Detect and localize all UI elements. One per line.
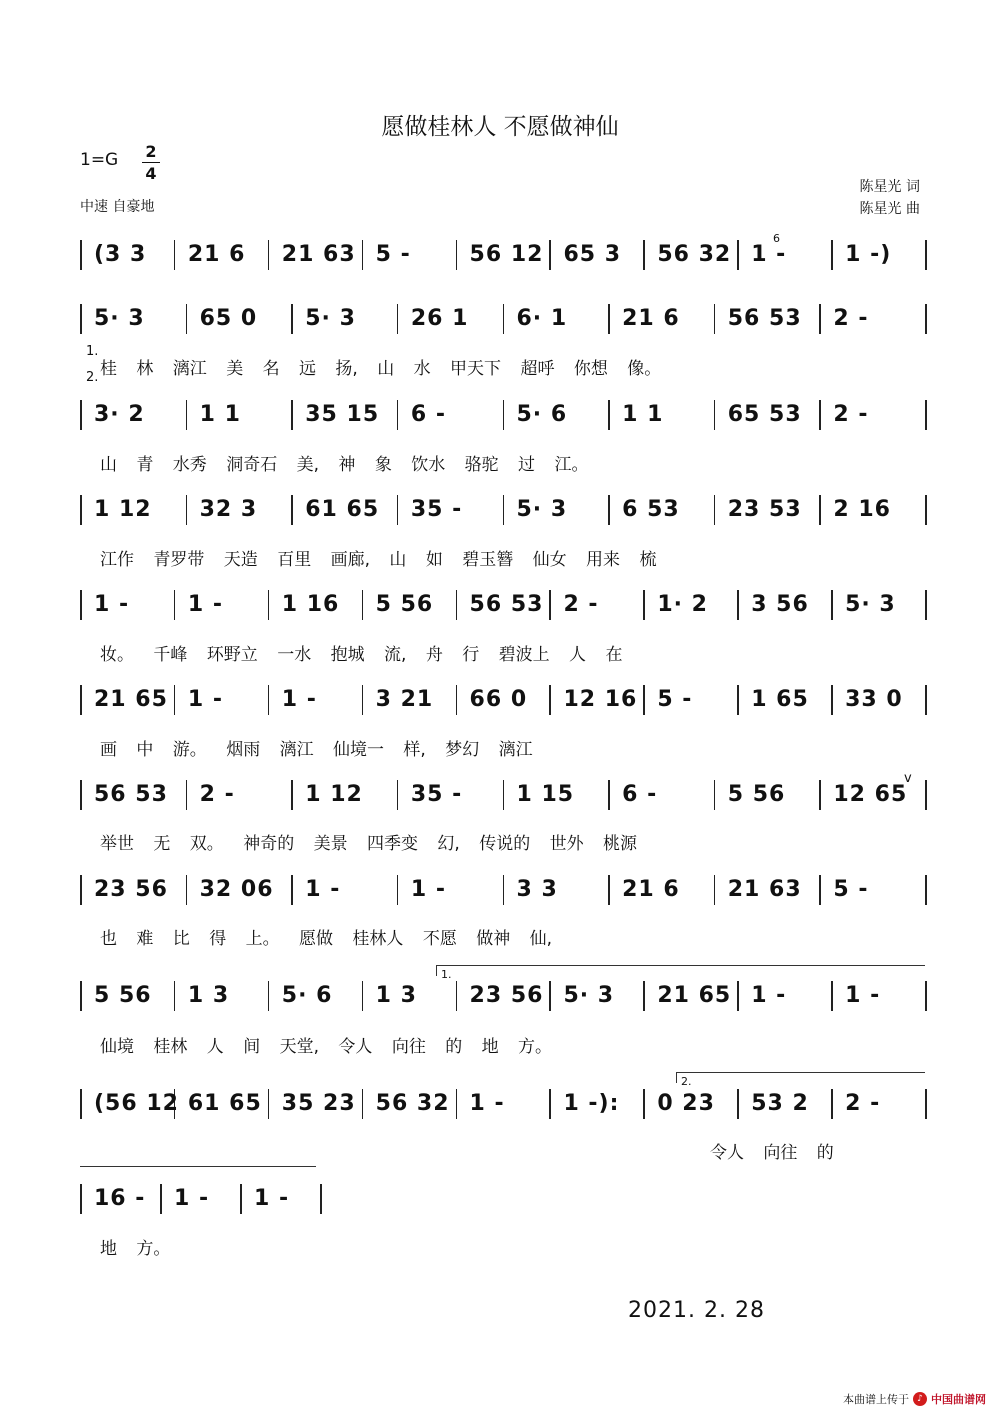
barline	[737, 685, 739, 715]
barline	[643, 590, 645, 620]
barline	[397, 304, 399, 334]
barline	[268, 981, 270, 1011]
measure: 56 53	[727, 306, 802, 331]
barline	[160, 1184, 162, 1214]
measure: 21 63	[281, 242, 356, 267]
barline	[186, 304, 188, 334]
barline	[608, 495, 610, 525]
barline	[831, 1089, 833, 1119]
lyrics-line: 桂 林 漓江 美 名 远 扬, 山 水 甲天下 超呼 你想 像。	[100, 359, 662, 379]
barline	[819, 304, 821, 334]
score-row	[80, 396, 925, 436]
lyricist-credit: 陈星光 词	[859, 179, 920, 195]
barline	[714, 495, 716, 525]
measure: 65 53	[727, 402, 802, 427]
footer-text: 本曲谱上传于	[843, 1393, 909, 1406]
barline	[397, 400, 399, 430]
barline	[80, 495, 82, 525]
barline	[80, 590, 82, 620]
measure: 23 56	[94, 877, 168, 902]
measure: 1 -	[187, 592, 223, 617]
measure: 1 12	[94, 497, 152, 522]
measure: 5 56	[727, 782, 786, 807]
measure: 3 21	[375, 687, 434, 712]
date: 2021. 2. 28	[628, 1298, 765, 1323]
measure: 21 65	[657, 983, 732, 1008]
measure: 1 3	[375, 983, 417, 1008]
barline	[397, 780, 399, 810]
measure: 1 -	[187, 687, 223, 712]
measure: 53 2	[751, 1091, 809, 1116]
measure: 5· 3	[845, 592, 896, 617]
measure: 5· 6	[281, 983, 333, 1008]
volta-bracket-2	[676, 1072, 925, 1083]
barline	[397, 875, 399, 905]
volta-label-1: 1.	[441, 968, 452, 981]
barline	[268, 240, 270, 270]
measure: 1 -	[254, 1186, 290, 1211]
measure: 6 -	[622, 782, 658, 807]
measure: 5 56	[94, 983, 152, 1008]
barline	[831, 981, 833, 1011]
barline	[737, 590, 739, 620]
barline	[174, 981, 176, 1011]
time-sig-top: 2	[145, 142, 157, 161]
barline	[819, 400, 821, 430]
measure: 3 56	[751, 592, 809, 617]
measure: 5 56	[375, 592, 434, 617]
measure: 56 32	[375, 1091, 450, 1116]
barline	[831, 590, 833, 620]
time-sig-line	[142, 162, 160, 163]
barline	[80, 1184, 82, 1214]
lyrics-line: 江作 青罗带 天造 百里 画廊, 山 如 碧玉簪 仙女 用来 梳	[100, 550, 657, 570]
measure: 1 65	[751, 687, 809, 712]
score-row	[80, 871, 925, 911]
time-sig-bottom: 4	[145, 164, 157, 183]
measure: 21 6	[187, 242, 246, 267]
page-title: 愿做桂林人 不愿做神仙	[381, 114, 619, 140]
measure: 2 -	[833, 402, 869, 427]
lyrics-line: 妆。 千峰 环野立 一水 抱城 流, 舟 行 碧波上 人 在	[100, 645, 623, 665]
ending-mark-1: 1.	[86, 344, 99, 359]
lyrics-line: 山 青 水秀 洞奇石 美, 神 象 饮水 骆驼 过 江。	[100, 455, 589, 475]
barline	[925, 400, 927, 430]
measure: 6 -	[410, 402, 446, 427]
lyrics-line: 也 难 比 得 上。 愿做 桂林人 不愿 做神 仙,	[100, 929, 553, 949]
measure: 32 06	[199, 877, 274, 902]
barline	[291, 304, 293, 334]
measure: 1 -)	[845, 242, 892, 267]
barline	[549, 590, 551, 620]
barline	[925, 590, 927, 620]
measure: (56 12	[94, 1091, 179, 1116]
measure: 1 12	[305, 782, 363, 807]
measure: 6· 1	[516, 306, 568, 331]
lyrics-line: 令人 向往 的	[710, 1143, 834, 1163]
measure: 65 3	[563, 242, 622, 267]
score-row	[80, 491, 925, 531]
measure: 2 16	[833, 497, 891, 522]
barline	[608, 400, 610, 430]
barline	[714, 304, 716, 334]
barline	[714, 875, 716, 905]
measure: 1 -	[281, 687, 317, 712]
barline	[925, 685, 927, 715]
barline	[320, 1184, 322, 1214]
measure: 1 15	[516, 782, 575, 807]
measure: 12 16	[563, 687, 638, 712]
barline	[925, 875, 927, 905]
barline	[714, 780, 716, 810]
barline	[80, 1089, 82, 1119]
barline	[80, 304, 82, 334]
barline	[240, 1184, 242, 1214]
measure: 1 -):	[563, 1091, 620, 1116]
measure: 26 1	[410, 306, 469, 331]
barline	[291, 495, 293, 525]
measure: 1 -	[751, 983, 787, 1008]
barline	[737, 1089, 739, 1119]
ornament-mark: 6	[773, 232, 780, 245]
measure: 2 -	[563, 592, 599, 617]
barline	[608, 304, 610, 334]
barline	[362, 590, 364, 620]
barline	[549, 685, 551, 715]
measure: 35 15	[305, 402, 380, 427]
barline	[608, 780, 610, 810]
score-row	[80, 236, 925, 276]
barline	[503, 495, 505, 525]
measure: 1 -	[94, 592, 130, 617]
measure: 21 63	[727, 877, 802, 902]
barline	[737, 981, 739, 1011]
key-signature: 1=G	[80, 150, 119, 170]
measure: 56 12	[469, 242, 544, 267]
barline	[643, 685, 645, 715]
barline	[643, 240, 645, 270]
measure: 1 3	[187, 983, 230, 1008]
measure: 2 -	[833, 306, 869, 331]
score-row	[80, 1180, 925, 1220]
measure: 56 32	[657, 242, 732, 267]
score-row	[80, 977, 925, 1017]
measure: 56 53	[469, 592, 544, 617]
barline	[925, 304, 927, 334]
barline	[819, 780, 821, 810]
barline	[819, 495, 821, 525]
composer-credit: 陈星光 曲	[859, 201, 920, 217]
measure: 0 23	[657, 1091, 715, 1116]
measure: 35 -	[410, 782, 463, 807]
score-row	[80, 776, 925, 816]
barline	[80, 780, 82, 810]
measure: 3· 2	[94, 402, 145, 427]
measure: 12 65	[833, 782, 908, 807]
measure: 33 0	[845, 687, 903, 712]
breath-mark: v	[904, 771, 912, 786]
measure: 1· 2	[657, 592, 708, 617]
lyrics-line: 地 方。	[100, 1239, 171, 1259]
site-logo-icon: ♪	[913, 1392, 927, 1406]
volta-continuation	[80, 1166, 316, 1177]
measure: 1 -	[751, 242, 787, 267]
measure: 1 -	[174, 1186, 210, 1211]
measure: 35 23	[281, 1091, 356, 1116]
measure: 16 -	[94, 1186, 146, 1211]
measure: 5· 3	[305, 306, 356, 331]
barline	[268, 1089, 270, 1119]
barline	[456, 981, 458, 1011]
measure: 23 53	[727, 497, 802, 522]
measure: 56 53	[94, 782, 168, 807]
measure: 5 -	[657, 687, 693, 712]
measure: 2 -	[199, 782, 235, 807]
footer-brand[interactable]: 中国曲谱网	[931, 1393, 986, 1406]
barline	[549, 981, 551, 1011]
barline	[174, 590, 176, 620]
barline	[80, 685, 82, 715]
barline	[186, 495, 188, 525]
measure: 5· 3	[563, 983, 615, 1008]
barline	[831, 685, 833, 715]
measure: 21 6	[622, 877, 680, 902]
measure: 32 3	[199, 497, 258, 522]
barline	[925, 495, 927, 525]
barline	[456, 590, 458, 620]
barline	[362, 685, 364, 715]
barline	[80, 981, 82, 1011]
measure: 65 0	[199, 306, 258, 331]
measure: 23 56	[469, 983, 544, 1008]
barline	[268, 685, 270, 715]
measure: 1 -	[845, 983, 881, 1008]
barline	[456, 685, 458, 715]
volta-bracket-1	[436, 965, 925, 976]
lyrics-line: 画 中 游。 烟雨 漓江 仙境一 样, 梦幻 漓江	[100, 740, 533, 760]
score-row	[80, 300, 925, 340]
lyrics-line: 仙境 桂林 人 间 天堂, 令人 向往 的 地 方。	[100, 1037, 553, 1057]
barline	[291, 875, 293, 905]
score-row	[80, 681, 925, 721]
score-row	[80, 586, 925, 626]
measure: 21 65	[94, 687, 168, 712]
barline	[174, 685, 176, 715]
measure: 35 -	[410, 497, 463, 522]
barline	[503, 875, 505, 905]
barline	[362, 981, 364, 1011]
measure: (3 3	[94, 242, 147, 267]
measure: 1 -	[305, 877, 341, 902]
measure: 5· 3	[94, 306, 145, 331]
barline	[503, 304, 505, 334]
volta-label-2: 2.	[681, 1075, 692, 1088]
measure: 6 53	[622, 497, 680, 522]
measure: 1 1	[199, 402, 241, 427]
measure: 1 16	[281, 592, 340, 617]
barline	[831, 240, 833, 270]
barline	[643, 981, 645, 1011]
measure: 61 65	[305, 497, 380, 522]
barline	[268, 590, 270, 620]
barline	[186, 780, 188, 810]
barline	[925, 981, 927, 1011]
barline	[549, 1089, 551, 1119]
time-signature	[142, 142, 160, 183]
barline	[456, 1089, 458, 1119]
barline	[456, 240, 458, 270]
barline	[397, 495, 399, 525]
barline	[80, 875, 82, 905]
barline	[503, 780, 505, 810]
barline	[362, 1089, 364, 1119]
measure: 3 3	[516, 877, 558, 902]
barline	[362, 240, 364, 270]
barline	[819, 875, 821, 905]
barline	[291, 400, 293, 430]
measure: 66 0	[469, 687, 528, 712]
lyrics-line: 举世 无 双。 神奇的 美景 四季变 幻, 传说的 世外 桃源	[100, 834, 638, 854]
measure: 5 -	[375, 242, 411, 267]
barline	[80, 240, 82, 270]
ending-mark-2: 2.	[86, 370, 99, 385]
tempo-marking: 中速 自豪地	[80, 199, 155, 215]
barline	[291, 780, 293, 810]
measure: 1 -	[410, 877, 446, 902]
measure: 5· 3	[516, 497, 568, 522]
barline	[925, 1089, 927, 1119]
barline	[643, 1089, 645, 1119]
barline	[714, 400, 716, 430]
measure: 5· 6	[516, 402, 568, 427]
barline	[737, 240, 739, 270]
barline	[925, 780, 927, 810]
barline	[608, 875, 610, 905]
measure: 2 -	[845, 1091, 881, 1116]
measure: 5 -	[833, 877, 869, 902]
measure: 1 -	[469, 1091, 505, 1116]
measure: 61 65	[187, 1091, 262, 1116]
barline	[503, 400, 505, 430]
barline	[174, 240, 176, 270]
barline	[925, 240, 927, 270]
measure: 21 6	[622, 306, 680, 331]
barline	[80, 400, 82, 430]
barline	[549, 240, 551, 270]
barline	[186, 875, 188, 905]
measure: 1 1	[622, 402, 664, 427]
footer	[843, 1391, 986, 1407]
barline	[186, 400, 188, 430]
score-row	[80, 1085, 925, 1125]
